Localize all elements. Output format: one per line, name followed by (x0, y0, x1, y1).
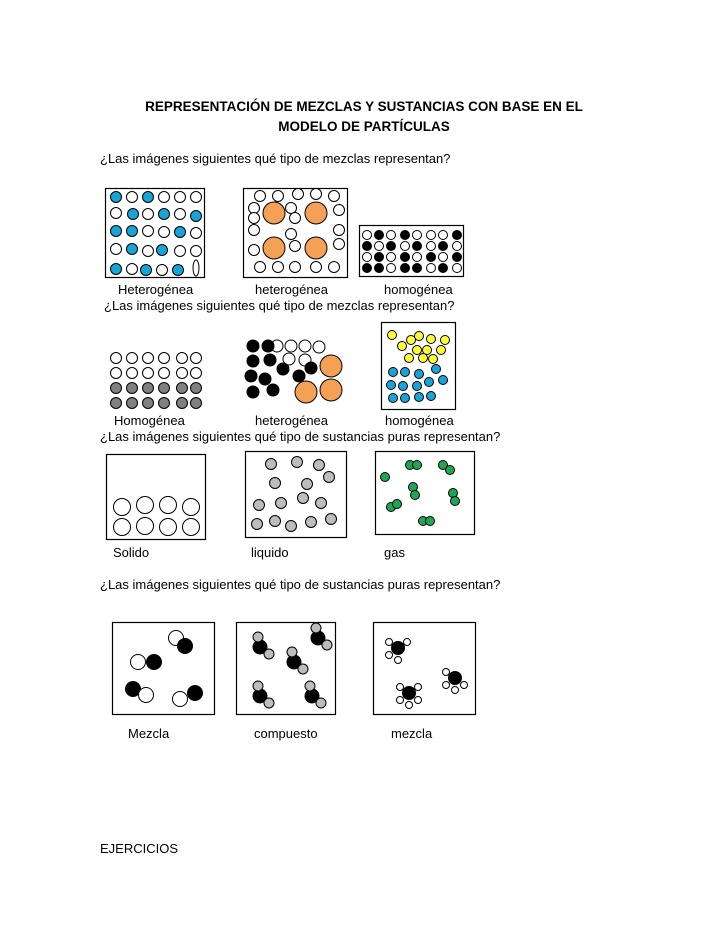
gas-particle (381, 473, 390, 482)
blue-particle (127, 244, 138, 255)
gas-particle (393, 500, 402, 509)
black-particle (264, 354, 276, 366)
black-particle (427, 253, 436, 262)
white-particle (191, 192, 202, 203)
black-particle (277, 363, 289, 375)
yellow-particle (415, 332, 424, 341)
black-particle (245, 370, 257, 382)
label-1b: heterogénea (255, 282, 329, 297)
question-4: ¿Las imágenes siguientes qué tipo de sustancias puras representan? (100, 577, 501, 592)
white-particle (160, 497, 177, 514)
gray-particle (127, 398, 138, 409)
white-particle (114, 519, 131, 536)
liquid-particle (306, 517, 317, 528)
black-particle (375, 231, 384, 240)
figure-1a-heterogeneous-blue (105, 188, 205, 278)
white-particle (249, 225, 260, 236)
white-particle (413, 231, 422, 240)
figure-1b-heterogeneous-orange (243, 188, 348, 278)
figure-4c-mixture-molecules (373, 622, 476, 715)
black-particle (247, 386, 259, 398)
orange-particle (305, 237, 327, 259)
liquid-particle (298, 493, 309, 504)
white-particle (286, 203, 297, 214)
white-particle (401, 242, 410, 251)
title-line-1: REPRESENTACIÓN DE MEZCLAS Y SUSTANCIAS CON BASE EN EL (145, 99, 583, 114)
orange-particle (263, 237, 285, 259)
white-particle (127, 192, 138, 203)
black-particle (453, 253, 462, 262)
blue-particle (439, 376, 448, 385)
black-particle (247, 355, 259, 367)
black-particle (439, 264, 448, 273)
liquid-particle (316, 498, 327, 509)
black-particle (439, 242, 448, 251)
white-particle (114, 499, 131, 516)
question-2: ¿Las imágenes siguientes qué tipo de mezclas representan? (104, 298, 455, 313)
white-atom (139, 688, 154, 703)
liquid-particle (254, 500, 265, 511)
white-particle (160, 519, 177, 536)
label-3c: gas (384, 545, 405, 560)
orange-particle (295, 381, 317, 403)
blue-particle (415, 393, 424, 402)
gray-atom (253, 681, 263, 691)
white-particle (273, 191, 284, 202)
white-particle (290, 241, 301, 252)
blue-particle (159, 209, 170, 220)
white-particle (177, 353, 188, 364)
white-atom (173, 692, 188, 707)
figure-2c-yellow-blue (381, 322, 456, 410)
gray-particle (111, 398, 122, 409)
label-2b: heterogénea (255, 413, 329, 428)
white-particle (249, 213, 260, 224)
gray-particle (177, 383, 188, 394)
gray-atom (311, 623, 321, 633)
yellow-particle (413, 346, 422, 355)
liquid-particle (270, 516, 281, 527)
blue-particle (401, 368, 410, 377)
blue-particle (432, 365, 441, 374)
gray-atom (287, 647, 297, 657)
white-particle (143, 353, 154, 364)
figure-4a-mixture-diatomic (112, 622, 215, 715)
yellow-particle (437, 346, 446, 355)
white-particle (453, 242, 462, 251)
yellow-particle (388, 331, 397, 340)
white-particle (175, 209, 186, 220)
gray-atom (253, 632, 263, 642)
black-atom (147, 655, 162, 670)
blue-particle (111, 192, 122, 203)
white-atom (461, 682, 468, 689)
white-particle (293, 189, 304, 200)
white-particle (191, 246, 202, 257)
white-particle (413, 253, 422, 262)
blue-particle (127, 226, 138, 237)
gas-particle (411, 491, 420, 500)
black-particle (247, 340, 259, 352)
black-particle (453, 231, 462, 240)
orange-particle (320, 355, 342, 377)
white-particle (143, 368, 154, 379)
label-4a: Mezcla (128, 726, 170, 741)
white-atom (443, 682, 450, 689)
gray-atom (305, 681, 315, 691)
label-2c: homogénea (385, 413, 454, 428)
black-atom (392, 642, 405, 655)
white-particle (286, 229, 297, 240)
liquid-particle (252, 519, 263, 530)
white-atom (406, 702, 413, 709)
black-particle (262, 340, 274, 352)
figure-1c-homogeneous-black-white (359, 225, 464, 277)
yellow-particle (441, 336, 450, 345)
blue-particle (425, 378, 434, 387)
white-particle (427, 231, 436, 240)
black-particle (413, 264, 422, 273)
black-particle (293, 370, 305, 382)
liquid-particle (286, 521, 297, 532)
yellow-particle (427, 335, 436, 344)
blue-particle (141, 265, 152, 276)
white-particle (290, 262, 301, 273)
liquid-particle (292, 457, 303, 468)
question-3: ¿Las imágenes siguientes qué tipo de sustancias puras representan? (100, 429, 501, 444)
white-particle (127, 353, 138, 364)
blue-particle (175, 227, 186, 238)
white-particle (191, 368, 202, 379)
white-particle (329, 262, 340, 273)
orange-particle (305, 202, 327, 224)
black-atom (188, 686, 203, 701)
question-1: ¿Las imágenes siguientes qué tipo de mezclas representan? (100, 151, 451, 166)
white-particle (159, 227, 170, 238)
white-particle (427, 264, 436, 273)
liquid-particle (302, 479, 313, 490)
white-atom (386, 652, 393, 659)
white-particle (334, 239, 345, 250)
white-particle (143, 226, 154, 237)
blue-particle (389, 394, 398, 403)
black-particle (401, 264, 410, 273)
white-particle (183, 499, 200, 516)
white-particle (137, 497, 154, 514)
frame (374, 623, 476, 715)
black-particle (267, 384, 279, 396)
white-particle (127, 368, 138, 379)
white-particle (137, 518, 154, 535)
gray-particle (159, 383, 170, 394)
white-particle (191, 353, 202, 364)
gray-atom (316, 698, 326, 708)
white-particle (387, 231, 396, 240)
white-atom (397, 697, 404, 704)
label-1c: homogénea (384, 282, 453, 297)
white-atom (452, 687, 459, 694)
white-particle (427, 242, 436, 251)
blue-particle (401, 394, 410, 403)
white-particle (387, 253, 396, 262)
white-particle (183, 519, 200, 536)
figure-3b-liquid (245, 451, 347, 538)
white-particle (313, 341, 325, 353)
yellow-particle (419, 354, 428, 363)
black-particle (375, 264, 384, 273)
label-4c: mezcla (391, 726, 433, 741)
white-particle (387, 264, 396, 273)
label-4b: compuesto (254, 726, 318, 741)
gas-particle (413, 461, 422, 470)
white-particle (329, 191, 340, 202)
label-3b: liquido (251, 545, 289, 560)
black-particle (305, 362, 317, 374)
gray-atom (264, 698, 274, 708)
gray-particle (191, 383, 202, 394)
white-particle (375, 242, 384, 251)
figure-4b-compound (236, 622, 336, 715)
white-particle (177, 368, 188, 379)
white-particle (157, 265, 168, 276)
white-particle (311, 189, 322, 200)
gray-atom (322, 640, 332, 650)
white-particle (439, 253, 448, 262)
white-atom (415, 697, 422, 704)
orange-particle (320, 379, 342, 401)
label-3a: Solido (113, 545, 150, 560)
black-particle (387, 242, 396, 251)
white-atom (397, 684, 404, 691)
gray-particle (143, 383, 154, 394)
white-particle (111, 353, 122, 364)
white-particle (255, 191, 266, 202)
white-atom (443, 669, 450, 676)
gas-particle (446, 466, 455, 475)
white-particle (311, 262, 322, 273)
white-atom (395, 657, 402, 664)
white-particle (193, 260, 199, 276)
white-particle (334, 205, 345, 216)
white-particle (111, 368, 122, 379)
black-particle (413, 242, 422, 251)
black-atom (178, 639, 193, 654)
white-particle (439, 231, 448, 240)
white-particle (299, 340, 311, 352)
liquid-particle (276, 498, 287, 509)
blue-particle (111, 226, 122, 237)
white-particle (453, 264, 462, 273)
blue-particle (191, 211, 202, 222)
white-particle (249, 245, 260, 256)
white-particle (249, 203, 260, 214)
orange-particle (263, 202, 285, 224)
gas-particle (451, 497, 460, 506)
yellow-particle (429, 355, 438, 364)
white-particle (127, 264, 138, 275)
white-particle (255, 262, 266, 273)
blue-particle (143, 192, 154, 203)
gray-particle (177, 398, 188, 409)
frame (113, 623, 215, 715)
white-particle (111, 244, 122, 255)
blue-particle (389, 368, 398, 377)
label-1a: Heterogénea (118, 282, 194, 297)
figure-3c-gas (375, 451, 475, 535)
label-2a: Homogénea (114, 413, 185, 428)
exercises-heading: EJERCICIOS (100, 841, 179, 856)
black-particle (401, 253, 410, 262)
liquid-particle (270, 478, 281, 489)
black-atom (403, 687, 416, 700)
blue-particle (415, 370, 424, 379)
black-atom (449, 672, 462, 685)
gray-particle (159, 398, 170, 409)
blue-particle (173, 265, 184, 276)
blue-particle (413, 382, 422, 391)
white-particle (159, 192, 170, 203)
white-atom (404, 639, 411, 646)
white-particle (290, 213, 301, 224)
white-particle (363, 253, 372, 262)
white-particle (159, 368, 170, 379)
white-atom (415, 684, 422, 691)
gray-particle (127, 383, 138, 394)
gray-atom (298, 664, 308, 674)
gray-atom (264, 649, 274, 659)
gas-particle (426, 517, 435, 526)
white-atom (386, 639, 393, 646)
blue-particle (128, 209, 139, 220)
white-particle (191, 228, 202, 239)
yellow-particle (398, 342, 407, 351)
liquid-particle (324, 472, 335, 483)
title-line-2: MODELO DE PARTÍCULAS (278, 119, 450, 134)
white-particle (175, 246, 186, 257)
black-particle (363, 242, 372, 251)
blue-particle (427, 392, 436, 401)
white-particle (143, 246, 154, 257)
figure-3a-solid (106, 454, 206, 540)
blue-particle (387, 381, 396, 390)
gray-particle (191, 398, 202, 409)
black-particle (375, 253, 384, 262)
gray-particle (111, 383, 122, 394)
figure-2b-black-white-orange (243, 336, 348, 414)
black-particle (363, 264, 372, 273)
liquid-particle (326, 514, 337, 525)
white-particle (111, 208, 122, 219)
black-particle (259, 373, 271, 385)
black-particle (401, 231, 410, 240)
white-particle (363, 231, 372, 240)
white-particle (334, 225, 345, 236)
white-particle (273, 262, 284, 273)
blue-particle (157, 245, 168, 256)
liquid-particle (266, 459, 277, 470)
gray-particle (143, 398, 154, 409)
figure-2a-white-gray (108, 350, 208, 412)
white-atom (131, 655, 146, 670)
white-particle (143, 209, 154, 220)
yellow-particle (405, 354, 414, 363)
white-particle (159, 353, 170, 364)
white-particle (175, 192, 186, 203)
white-particle (285, 340, 297, 352)
blue-particle (111, 264, 122, 275)
blue-particle (399, 382, 408, 391)
liquid-particle (314, 460, 325, 471)
